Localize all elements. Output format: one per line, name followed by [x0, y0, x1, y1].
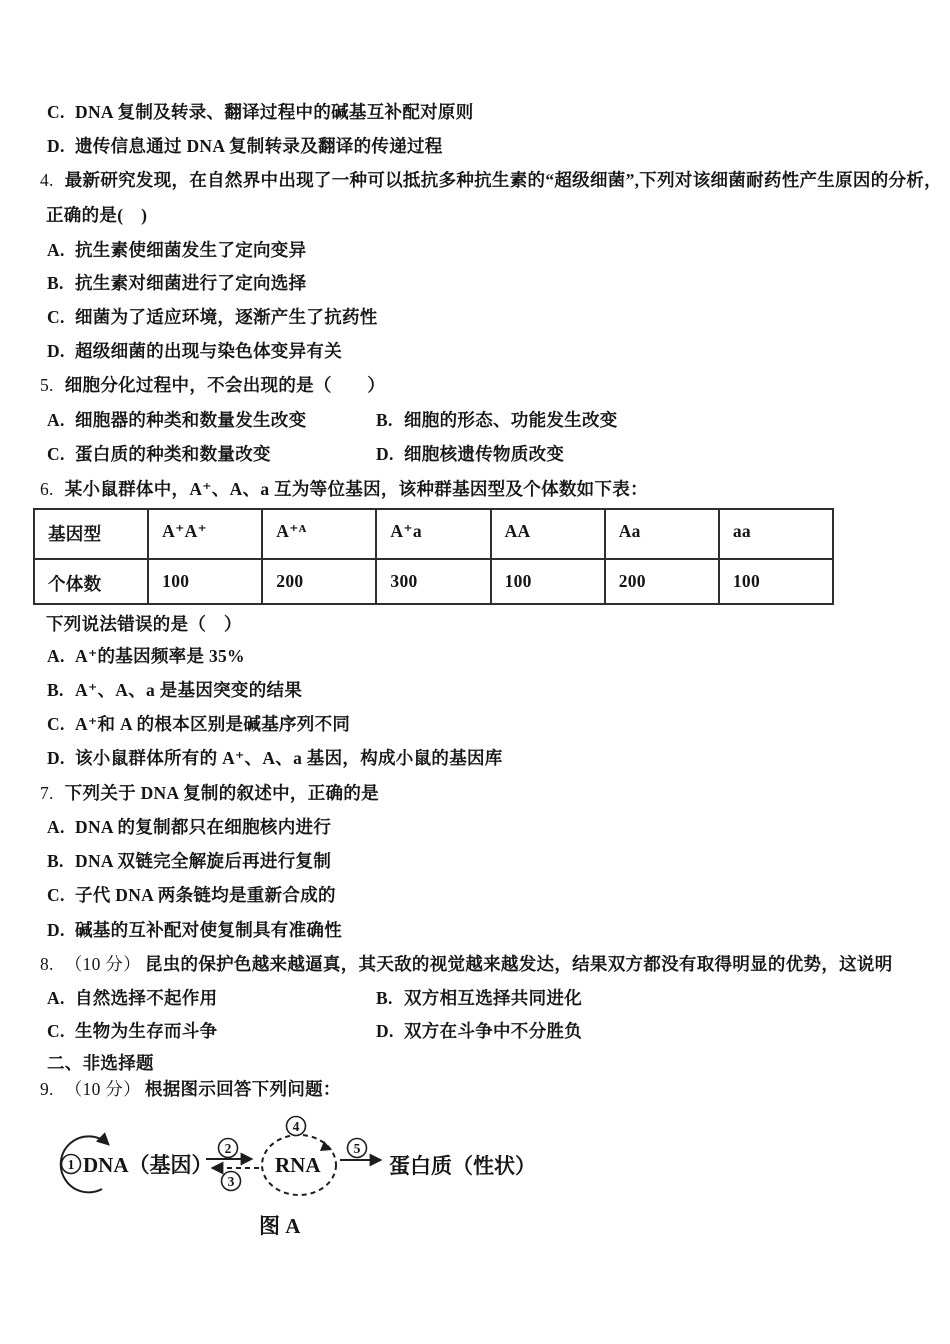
step-4-number: 4 — [292, 1119, 300, 1134]
table-cell: 200 — [605, 559, 719, 604]
option-text: DNA 复制及转录、翻译过程中的碱基互补配对原则 — [75, 102, 474, 122]
q7-option-c — [47, 884, 336, 906]
option-text: 抗生素使细菌发生了定向变异 — [75, 240, 307, 260]
option-text: DNA 双链完全解旋后再进行复制 — [75, 851, 332, 871]
table-cell: AA — [491, 509, 605, 559]
option-text: 细胞的形态、功能发生改变 — [404, 410, 618, 430]
score-tag: （10 分） — [64, 954, 141, 974]
option-letter: B. — [376, 988, 393, 1008]
option-text: 自然选择不起作用 — [75, 988, 218, 1008]
option-text: 子代 DNA 两条链均是重新合成的 — [75, 885, 336, 905]
q5-option-a — [47, 409, 306, 431]
question-number: 5. — [40, 375, 54, 395]
q5-option-b — [376, 409, 618, 431]
option-letter: C. — [47, 885, 65, 905]
stem-text: 根据图示回答下列问题： — [144, 1079, 341, 1099]
table-cell: 个体数 — [34, 559, 148, 604]
q7-option-d — [47, 919, 342, 941]
option-letter: C. — [47, 1021, 65, 1041]
q6-option-d — [47, 747, 503, 769]
option-letter: C. — [47, 102, 65, 122]
q7-stem — [40, 782, 379, 804]
table-row-count — [34, 559, 833, 604]
stem-text: 下列说法错误的是（ ） — [46, 614, 242, 634]
q8-stem — [40, 953, 893, 975]
step-2-number: 2 — [224, 1141, 232, 1156]
option-text: 碱基的互补配对使复制具有准确性 — [75, 920, 342, 940]
table-cell: A⁺a — [376, 509, 490, 559]
option-text: 抗生素对细菌进行了定向选择 — [75, 273, 307, 293]
step-1-number: 1 — [67, 1157, 75, 1172]
option-text: 双方在斗争中不分胜负 — [404, 1021, 582, 1041]
stem-text: 正确的是( ) — [46, 205, 148, 225]
option-text: 蛋白质的种类和数量改变 — [75, 444, 271, 464]
q8-option-a — [47, 987, 217, 1009]
q7-option-b — [47, 850, 331, 872]
table-cell: 基因型 — [34, 509, 148, 559]
question-number: 7. — [40, 783, 54, 803]
score-tag: （10 分） — [64, 1079, 141, 1099]
table-cell: 100 — [148, 559, 262, 604]
option-text: 超级细菌的出现与染色体变异有关 — [75, 341, 342, 361]
figure-a-diagram — [30, 1093, 590, 1243]
genotype-count-table — [33, 508, 834, 605]
option-letter: D. — [47, 748, 65, 768]
q4-option-b — [47, 272, 306, 294]
q8-option-d — [376, 1020, 582, 1042]
q8-option-c — [47, 1020, 217, 1042]
q6-follow-up — [46, 613, 242, 635]
option-text: A⁺的基因频率是 35% — [75, 646, 245, 666]
option-letter: B. — [47, 273, 64, 293]
option-letter: C. — [47, 444, 65, 464]
q4-option-c — [47, 306, 378, 328]
table-cell: A⁺A⁺ — [148, 509, 262, 559]
q5-option-c — [47, 443, 271, 465]
q7-option-a — [47, 816, 331, 838]
option-text: 双方相互选择共同进化 — [404, 988, 582, 1008]
table-cell: aa — [719, 509, 833, 559]
question-number: 4. — [40, 170, 54, 190]
table-cell: 100 — [491, 559, 605, 604]
q3-option-d — [47, 135, 443, 157]
q4-option-d — [47, 340, 342, 362]
option-letter: A. — [47, 817, 65, 837]
q6-stem — [40, 478, 648, 500]
stem-text: 昆虫的保护色越来越逼真，其天敌的视觉越来越发达，结果双方都没有取得明显的优势，这说明 — [144, 954, 893, 974]
question-number: 6. — [40, 479, 54, 499]
table-cell: Aa — [605, 509, 719, 559]
option-letter: B. — [47, 680, 64, 700]
option-text: DNA 的复制都只在细胞核内进行 — [75, 817, 332, 837]
option-letter: B. — [47, 851, 64, 871]
option-letter: C. — [47, 714, 65, 734]
question-number: 8. — [40, 954, 54, 974]
q5-stem — [40, 374, 385, 396]
q6-option-c — [47, 713, 350, 735]
option-text: 生物为生存而斗争 — [75, 1021, 218, 1041]
q6-option-b — [47, 679, 302, 701]
option-letter: A. — [47, 240, 65, 260]
rna-node-label: RNA — [275, 1153, 321, 1177]
stem-text: 最新研究发现，在自然界中出现了一种可以抵抗多种抗生素的“超级细菌”,下列对该细菌耐药性产生原因的分析， — [64, 170, 942, 190]
q4-stem-line1 — [40, 169, 942, 191]
protein-node-label: 蛋白质（性状） — [389, 1154, 536, 1178]
table-cell: 300 — [376, 559, 490, 604]
option-letter: D. — [47, 136, 65, 156]
table-cell: 200 — [262, 559, 376, 604]
q4-option-a — [47, 239, 306, 261]
q8-option-b — [376, 987, 582, 1009]
option-letter: C. — [47, 307, 65, 327]
option-text: 该小鼠群体所有的 A⁺、A、a 基因，构成小鼠的基因库 — [75, 748, 503, 768]
option-letter: A. — [47, 988, 65, 1008]
option-letter: D. — [376, 1021, 394, 1041]
option-text: 遗传信息通过 DNA 复制转录及翻译的传递过程 — [75, 136, 443, 156]
question-number: 9. — [40, 1079, 54, 1099]
option-letter: B. — [376, 410, 393, 430]
option-letter: D. — [47, 920, 65, 940]
q6-option-a — [47, 645, 245, 667]
step-3-number: 3 — [227, 1174, 235, 1189]
section-2-heading: 二、非选择题 — [47, 1053, 154, 1073]
option-letter: D. — [47, 341, 65, 361]
q4-stem-line2 — [46, 204, 147, 226]
option-letter: D. — [376, 444, 394, 464]
option-text: 细菌为了适应环境，逐渐产生了抗药性 — [75, 307, 378, 327]
stem-text: 细胞分化过程中，不会出现的是（ ） — [64, 375, 386, 395]
stem-text: 某小鼠群体中，A⁺、A、a 互为等位基因，该种群基因型及个体数如下表： — [64, 479, 648, 499]
table-row-genotype — [34, 509, 833, 559]
option-text: 细胞核遗传物质改变 — [404, 444, 565, 464]
option-text: A⁺和 A 的根本区别是碱基序列不同 — [75, 714, 351, 734]
q5-option-d — [376, 443, 564, 465]
q3-option-c — [47, 101, 474, 123]
option-letter: A. — [47, 410, 65, 430]
table-cell: A⁺ᴬ — [262, 509, 376, 559]
option-letter: A. — [47, 646, 65, 666]
step-5-number: 5 — [353, 1141, 361, 1156]
dna-node-label: DNA（基因） — [83, 1153, 213, 1177]
option-text: 细胞器的种类和数量发生改变 — [75, 410, 307, 430]
figure-caption: 图 A — [259, 1214, 301, 1238]
table-cell: 100 — [719, 559, 833, 604]
stem-text: 下列关于 DNA 复制的叙述中，正确的是 — [64, 783, 379, 803]
option-text: A⁺、A、a 是基因突变的结果 — [75, 680, 303, 700]
